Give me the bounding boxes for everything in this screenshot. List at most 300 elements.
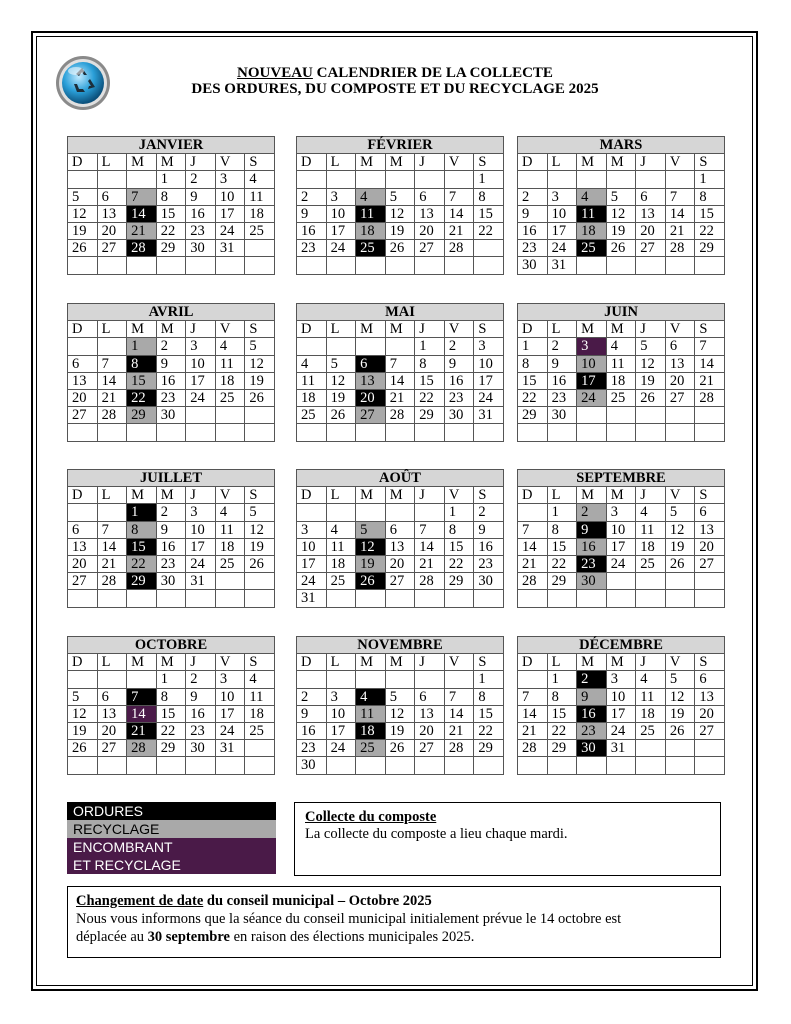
- empty-cell: [606, 757, 636, 774]
- day-cell: 9: [156, 521, 186, 538]
- day-cell: 7: [415, 521, 445, 538]
- day-header: S: [245, 154, 275, 171]
- empty-cell: [665, 407, 695, 424]
- day-cell: 28: [97, 407, 127, 424]
- day-cell: 2: [577, 671, 607, 688]
- day-cell: 27: [415, 740, 445, 757]
- day-cell: 29: [474, 740, 504, 757]
- empty-cell: [606, 590, 636, 607]
- day-header: M: [356, 321, 386, 338]
- day-cell: 19: [326, 389, 356, 406]
- empty-cell: [415, 504, 445, 521]
- day-cell: 23: [156, 555, 186, 572]
- day-cell: 21: [385, 389, 415, 406]
- day-cell: 6: [636, 188, 666, 205]
- day-cell: 30: [444, 407, 474, 424]
- empty-cell: [97, 590, 127, 607]
- day-cell: 15: [695, 205, 725, 222]
- empty-cell: [127, 424, 157, 441]
- day-cell: 25: [636, 555, 666, 572]
- day-cell: 26: [665, 722, 695, 739]
- day-header: L: [326, 487, 356, 504]
- day-cell: 5: [68, 188, 98, 205]
- day-cell: 4: [245, 171, 275, 188]
- day-cell: 10: [326, 705, 356, 722]
- day-cell: 4: [636, 671, 666, 688]
- day-cell: 7: [97, 521, 127, 538]
- day-cell: 8: [474, 188, 504, 205]
- day-header: S: [245, 487, 275, 504]
- day-cell: 23: [547, 389, 577, 406]
- day-cell: 22: [444, 555, 474, 572]
- day-header: J: [186, 321, 216, 338]
- day-cell: 8: [415, 355, 445, 372]
- day-cell: 31: [547, 257, 577, 274]
- day-cell: 26: [326, 407, 356, 424]
- month-8: [517, 469, 725, 608]
- day-cell: 9: [297, 205, 327, 222]
- day-cell: 26: [245, 389, 275, 406]
- day-cell: 19: [665, 538, 695, 555]
- notice-line1: Nous vous informons que la séance du conseil municipal initialement prévue le 14 octobre est: [76, 911, 622, 927]
- day-cell: 22: [156, 222, 186, 239]
- day-cell: 5: [665, 671, 695, 688]
- empty-cell: [245, 257, 275, 274]
- day-cell: 2: [297, 688, 327, 705]
- day-cell: 18: [636, 705, 666, 722]
- day-cell: 2: [297, 188, 327, 205]
- day-cell: 15: [127, 538, 157, 555]
- empty-cell: [606, 424, 636, 441]
- month-name: JANVIER: [68, 137, 275, 154]
- day-cell: 25: [356, 740, 386, 757]
- day-cell: 23: [474, 555, 504, 572]
- day-header: D: [297, 321, 327, 338]
- day-cell: 11: [297, 372, 327, 389]
- day-cell: 20: [415, 222, 445, 239]
- month-name: FÉVRIER: [297, 137, 504, 154]
- day-cell: 11: [356, 705, 386, 722]
- empty-cell: [68, 338, 98, 355]
- empty-cell: [665, 573, 695, 590]
- day-cell: 18: [245, 205, 275, 222]
- day-cell: 4: [215, 504, 245, 521]
- day-cell: 4: [326, 521, 356, 538]
- day-cell: 13: [385, 538, 415, 555]
- day-cell: 26: [385, 740, 415, 757]
- day-cell: 25: [215, 555, 245, 572]
- day-cell: 22: [156, 722, 186, 739]
- day-cell: 12: [245, 355, 275, 372]
- empty-cell: [636, 171, 666, 188]
- day-cell: 17: [215, 705, 245, 722]
- day-cell: 12: [385, 705, 415, 722]
- empty-cell: [695, 407, 725, 424]
- day-cell: 7: [444, 188, 474, 205]
- day-cell: 1: [127, 504, 157, 521]
- day-cell: 14: [415, 538, 445, 555]
- empty-cell: [695, 257, 725, 274]
- day-cell: 30: [156, 407, 186, 424]
- month-5: [517, 303, 725, 442]
- day-cell: 8: [474, 688, 504, 705]
- day-cell: 25: [356, 240, 386, 257]
- day-cell: 13: [636, 205, 666, 222]
- day-header: V: [665, 321, 695, 338]
- empty-cell: [547, 590, 577, 607]
- day-cell: 26: [636, 389, 666, 406]
- empty-cell: [297, 671, 327, 688]
- day-cell: 30: [474, 573, 504, 590]
- day-header: M: [127, 321, 157, 338]
- day-cell: 12: [326, 372, 356, 389]
- empty-cell: [444, 671, 474, 688]
- empty-cell: [695, 573, 725, 590]
- month-name: AOÛT: [297, 470, 504, 487]
- day-cell: 2: [186, 671, 216, 688]
- day-cell: 5: [245, 338, 275, 355]
- day-header: D: [68, 321, 98, 338]
- day-cell: 14: [444, 705, 474, 722]
- day-cell: 6: [356, 355, 386, 372]
- day-cell: 9: [186, 688, 216, 705]
- day-cell: 8: [444, 521, 474, 538]
- day-cell: 25: [297, 407, 327, 424]
- legend-ordures: ORDURES: [67, 802, 276, 820]
- day-cell: 3: [326, 188, 356, 205]
- day-cell: 31: [186, 573, 216, 590]
- empty-cell: [474, 240, 504, 257]
- day-cell: 22: [127, 555, 157, 572]
- day-cell: 1: [695, 171, 725, 188]
- day-cell: 21: [97, 555, 127, 572]
- day-cell: 5: [385, 188, 415, 205]
- empty-cell: [326, 671, 356, 688]
- day-cell: 24: [297, 573, 327, 590]
- day-cell: 27: [665, 389, 695, 406]
- day-cell: 14: [97, 538, 127, 555]
- day-header: S: [474, 321, 504, 338]
- empty-cell: [577, 590, 607, 607]
- empty-cell: [695, 740, 725, 757]
- day-cell: 31: [474, 407, 504, 424]
- day-header: L: [97, 321, 127, 338]
- empty-cell: [695, 757, 725, 774]
- day-cell: 28: [127, 740, 157, 757]
- day-cell: 11: [215, 355, 245, 372]
- empty-cell: [577, 171, 607, 188]
- day-cell: 7: [127, 688, 157, 705]
- day-cell: 8: [127, 355, 157, 372]
- day-cell: 30: [186, 240, 216, 257]
- day-cell: 24: [326, 740, 356, 757]
- empty-cell: [68, 171, 98, 188]
- day-cell: 8: [518, 355, 548, 372]
- day-header: M: [156, 654, 186, 671]
- day-header: J: [636, 154, 666, 171]
- day-cell: 11: [636, 521, 666, 538]
- day-header: L: [547, 654, 577, 671]
- day-cell: 8: [695, 188, 725, 205]
- day-cell: 13: [415, 705, 445, 722]
- day-cell: 19: [245, 538, 275, 555]
- day-header: S: [474, 154, 504, 171]
- empty-cell: [186, 257, 216, 274]
- empty-cell: [215, 573, 245, 590]
- empty-cell: [156, 590, 186, 607]
- day-header: V: [444, 154, 474, 171]
- day-header: M: [156, 487, 186, 504]
- day-cell: 22: [547, 555, 577, 572]
- day-cell: 8: [156, 188, 186, 205]
- legend-encombrant-line1: ENCOMBRANT: [67, 838, 276, 856]
- empty-cell: [186, 757, 216, 774]
- day-cell: 20: [356, 389, 386, 406]
- month-name: OCTOBRE: [68, 637, 275, 654]
- day-cell: 8: [127, 521, 157, 538]
- empty-cell: [695, 590, 725, 607]
- empty-cell: [356, 257, 386, 274]
- day-cell: 3: [577, 338, 607, 355]
- empty-cell: [665, 424, 695, 441]
- empty-cell: [444, 257, 474, 274]
- day-header: J: [186, 487, 216, 504]
- empty-cell: [356, 671, 386, 688]
- day-header: V: [215, 487, 245, 504]
- day-header: J: [415, 487, 445, 504]
- day-cell: 16: [474, 538, 504, 555]
- day-cell: 18: [215, 372, 245, 389]
- day-cell: 6: [68, 521, 98, 538]
- day-cell: 24: [186, 555, 216, 572]
- day-cell: 11: [606, 355, 636, 372]
- day-header: M: [385, 154, 415, 171]
- empty-cell: [297, 338, 327, 355]
- day-cell: 13: [665, 355, 695, 372]
- compost-heading: Collecte du composte: [305, 809, 437, 825]
- day-cell: 10: [474, 355, 504, 372]
- day-cell: 5: [245, 504, 275, 521]
- day-header: M: [606, 654, 636, 671]
- day-cell: 12: [665, 521, 695, 538]
- day-header: J: [415, 154, 445, 171]
- day-cell: 14: [385, 372, 415, 389]
- day-header: J: [415, 321, 445, 338]
- day-cell: 24: [326, 240, 356, 257]
- empty-cell: [385, 757, 415, 774]
- day-cell: 7: [97, 355, 127, 372]
- empty-cell: [297, 257, 327, 274]
- day-cell: 26: [68, 240, 98, 257]
- day-header: J: [186, 154, 216, 171]
- empty-cell: [356, 424, 386, 441]
- empty-cell: [68, 424, 98, 441]
- day-cell: 12: [356, 538, 386, 555]
- day-header: J: [636, 321, 666, 338]
- empty-cell: [326, 171, 356, 188]
- day-cell: 29: [127, 407, 157, 424]
- day-header: S: [474, 487, 504, 504]
- day-cell: 17: [547, 222, 577, 239]
- empty-cell: [547, 424, 577, 441]
- day-header: S: [245, 321, 275, 338]
- day-cell: 18: [245, 705, 275, 722]
- day-cell: 5: [385, 688, 415, 705]
- empty-cell: [127, 671, 157, 688]
- empty-cell: [577, 757, 607, 774]
- empty-cell: [215, 590, 245, 607]
- day-cell: 12: [245, 521, 275, 538]
- day-cell: 31: [215, 740, 245, 757]
- day-cell: 21: [518, 722, 548, 739]
- day-cell: 30: [186, 740, 216, 757]
- day-cell: 2: [186, 171, 216, 188]
- day-cell: 10: [186, 355, 216, 372]
- empty-cell: [415, 671, 445, 688]
- day-cell: 17: [326, 222, 356, 239]
- day-header: M: [156, 321, 186, 338]
- empty-cell: [444, 171, 474, 188]
- month-name: SEPTEMBRE: [518, 470, 725, 487]
- title-new-word: NOUVEAU: [237, 65, 313, 81]
- day-cell: 5: [326, 355, 356, 372]
- day-cell: 3: [547, 188, 577, 205]
- month-10: [296, 636, 504, 775]
- day-cell: 25: [577, 240, 607, 257]
- day-cell: 13: [356, 372, 386, 389]
- empty-cell: [415, 257, 445, 274]
- empty-cell: [385, 671, 415, 688]
- day-cell: 25: [326, 573, 356, 590]
- empty-cell: [606, 257, 636, 274]
- day-header: L: [326, 154, 356, 171]
- day-cell: 18: [356, 222, 386, 239]
- day-cell: 3: [474, 338, 504, 355]
- page-title: [150, 65, 640, 97]
- day-cell: 19: [245, 372, 275, 389]
- day-header: J: [186, 654, 216, 671]
- day-cell: 28: [444, 240, 474, 257]
- day-cell: 19: [68, 222, 98, 239]
- empty-cell: [245, 573, 275, 590]
- day-cell: 11: [245, 688, 275, 705]
- empty-cell: [577, 257, 607, 274]
- day-cell: 26: [68, 740, 98, 757]
- day-cell: 9: [186, 188, 216, 205]
- day-cell: 25: [245, 722, 275, 739]
- day-header: L: [97, 487, 127, 504]
- day-cell: 19: [385, 722, 415, 739]
- empty-cell: [156, 424, 186, 441]
- empty-cell: [127, 257, 157, 274]
- day-cell: 13: [68, 372, 98, 389]
- day-cell: 16: [297, 722, 327, 739]
- day-cell: 21: [97, 389, 127, 406]
- empty-cell: [97, 504, 127, 521]
- day-cell: 20: [68, 555, 98, 572]
- day-cell: 23: [186, 222, 216, 239]
- empty-cell: [186, 590, 216, 607]
- day-cell: 9: [518, 205, 548, 222]
- day-cell: 3: [326, 688, 356, 705]
- day-cell: 13: [695, 688, 725, 705]
- title-line2: DES ORDURES, DU COMPOSTE ET DU RECYCLAGE 2025: [191, 81, 599, 97]
- empty-cell: [68, 671, 98, 688]
- day-cell: 30: [547, 407, 577, 424]
- day-cell: 18: [326, 555, 356, 572]
- empty-cell: [606, 171, 636, 188]
- day-header: D: [68, 487, 98, 504]
- day-cell: 30: [577, 573, 607, 590]
- day-cell: 4: [636, 504, 666, 521]
- day-cell: 9: [474, 521, 504, 538]
- day-cell: 14: [695, 355, 725, 372]
- empty-cell: [356, 504, 386, 521]
- empty-cell: [297, 504, 327, 521]
- day-header: S: [695, 654, 725, 671]
- empty-cell: [474, 757, 504, 774]
- day-cell: 4: [245, 671, 275, 688]
- day-cell: 15: [127, 372, 157, 389]
- day-cell: 29: [156, 740, 186, 757]
- empty-cell: [577, 424, 607, 441]
- month-9: [67, 636, 275, 775]
- day-header: J: [636, 487, 666, 504]
- empty-cell: [215, 424, 245, 441]
- day-cell: 13: [68, 538, 98, 555]
- day-cell: 18: [297, 389, 327, 406]
- empty-cell: [68, 257, 98, 274]
- day-cell: 3: [215, 671, 245, 688]
- title-line1: CALENDRIER DE LA COLLECTE: [312, 65, 553, 81]
- day-cell: 14: [518, 538, 548, 555]
- day-cell: 10: [186, 521, 216, 538]
- day-header: D: [518, 654, 548, 671]
- empty-cell: [665, 171, 695, 188]
- empty-cell: [215, 757, 245, 774]
- day-cell: 16: [156, 538, 186, 555]
- day-cell: 17: [186, 372, 216, 389]
- day-cell: 24: [474, 389, 504, 406]
- day-cell: 10: [326, 205, 356, 222]
- day-cell: 11: [577, 205, 607, 222]
- empty-cell: [665, 757, 695, 774]
- month-7: [296, 469, 504, 608]
- month-name: MARS: [518, 137, 725, 154]
- day-cell: 29: [695, 240, 725, 257]
- empty-cell: [577, 407, 607, 424]
- day-cell: 24: [547, 240, 577, 257]
- day-cell: 5: [636, 338, 666, 355]
- day-cell: 30: [577, 740, 607, 757]
- empty-cell: [518, 171, 548, 188]
- day-cell: 24: [215, 222, 245, 239]
- day-cell: 21: [127, 722, 157, 739]
- empty-cell: [97, 171, 127, 188]
- day-cell: 8: [547, 688, 577, 705]
- day-cell: 2: [518, 188, 548, 205]
- day-cell: 11: [356, 205, 386, 222]
- day-cell: 7: [127, 188, 157, 205]
- day-cell: 28: [127, 240, 157, 257]
- empty-cell: [518, 424, 548, 441]
- day-cell: 21: [695, 372, 725, 389]
- day-cell: 18: [356, 722, 386, 739]
- day-cell: 1: [156, 671, 186, 688]
- day-cell: 2: [474, 504, 504, 521]
- day-header: S: [695, 487, 725, 504]
- day-cell: 13: [97, 705, 127, 722]
